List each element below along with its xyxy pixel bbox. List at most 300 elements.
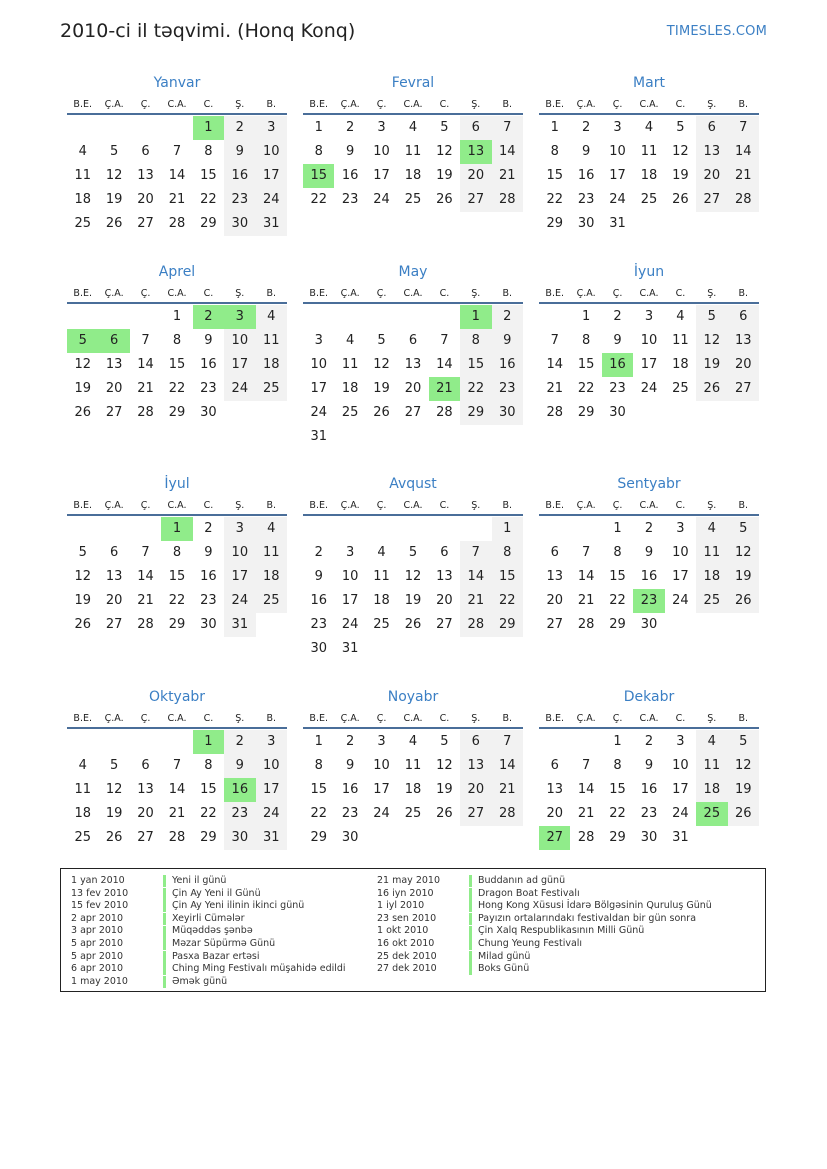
day-cell: 16 — [577, 168, 595, 183]
holiday-day-cell: 16 — [224, 778, 255, 802]
day-cell: 7 — [492, 116, 523, 140]
day-cell: 2 — [613, 309, 622, 324]
empty-cell — [130, 305, 161, 329]
weekday-label: Ş. — [471, 500, 481, 511]
day-cell: 19 — [404, 593, 422, 608]
weekday-label: C. — [439, 288, 450, 299]
day-cell: 15 — [168, 569, 186, 584]
empty-cell — [334, 517, 365, 541]
day-cell: 24 — [609, 192, 626, 207]
day-cell: 25 — [696, 589, 727, 613]
weekday-header — [67, 498, 287, 516]
day-cell: 22 — [609, 593, 626, 608]
day-cell: 25 — [74, 830, 91, 845]
weekday-label: B.E. — [73, 99, 92, 110]
day-cell: 22 — [310, 192, 327, 207]
day-cell: 18 — [256, 565, 287, 589]
day-cell: 7 — [172, 144, 182, 159]
day-cell: 11 — [404, 144, 422, 159]
legend-marker — [163, 976, 166, 988]
day-cell: 4 — [644, 120, 654, 135]
day-cell: 28 — [137, 405, 154, 420]
day-cell: 7 — [550, 333, 559, 348]
day-cell: 1 — [314, 734, 323, 749]
day-cell: 12 — [105, 168, 123, 183]
day-cell: 12 — [436, 758, 453, 773]
weekday-label: B. — [738, 500, 749, 511]
day-cell: 5 — [696, 305, 727, 329]
legend-holiday-name: Dragon Boat Festivalı — [478, 887, 580, 899]
month-4 — [67, 261, 287, 425]
day-cell: 10 — [310, 357, 327, 372]
day-cell: 2 — [644, 521, 654, 536]
day-cell: 25 — [256, 377, 287, 401]
day-cell: 30 — [310, 641, 327, 656]
day-cell: 26 — [373, 405, 390, 420]
day-cell: 6 — [696, 116, 727, 140]
day-cell: 28 — [728, 188, 759, 212]
day-cell: 15 — [168, 357, 186, 372]
legend-row — [377, 951, 712, 964]
weekday-label: B. — [738, 288, 749, 299]
day-cell: 28 — [546, 405, 563, 420]
legend-holiday-name: Çin Ay Yeni il Günü — [172, 887, 261, 899]
weekday-label: B. — [738, 99, 749, 110]
holiday-day-cell: 1 — [161, 517, 192, 541]
weekday-label: B. — [266, 99, 277, 110]
day-cell: 8 — [550, 144, 559, 159]
day-cell: 11 — [696, 541, 727, 565]
day-cell: 11 — [256, 541, 287, 565]
day-cell: 20 — [728, 353, 759, 377]
weekday-label: Ç. — [376, 713, 387, 724]
month-name: İyun — [633, 264, 665, 280]
weekday-label: Ş. — [235, 500, 245, 511]
day-cell: 8 — [204, 758, 213, 773]
day-cell: 12 — [105, 782, 123, 797]
empty-cell — [67, 116, 98, 140]
day-cell: 30 — [492, 401, 523, 425]
day-cell: 12 — [728, 754, 759, 778]
day-cell: 6 — [141, 144, 150, 159]
legend-marker — [469, 888, 472, 900]
legend-marker — [163, 926, 166, 938]
weekday-label: C.A. — [167, 288, 187, 299]
weekday-label: Ç.A. — [576, 713, 596, 724]
day-cell: 3 — [256, 116, 287, 140]
day-cell: 13 — [404, 357, 422, 372]
day-cell: 12 — [404, 569, 422, 584]
month-2 — [303, 72, 523, 212]
brand-link[interactable]: TIMESLES.COM — [666, 24, 767, 39]
day-cell: 27 — [696, 188, 727, 212]
weekday-label: C.A. — [167, 713, 187, 724]
day-cell: 4 — [256, 517, 287, 541]
weekday-label: Ç.A. — [104, 713, 124, 724]
day-cell: 18 — [672, 357, 689, 372]
weekday-label: Ç.A. — [340, 500, 360, 511]
weekday-header — [67, 711, 287, 729]
month-name: Aprel — [158, 264, 196, 280]
day-cell: 7 — [460, 541, 491, 565]
legend-row — [71, 900, 346, 913]
day-cell: 8 — [314, 144, 323, 159]
day-cell: 26 — [404, 617, 422, 632]
day-cell: 18 — [696, 778, 727, 802]
legend-marker — [469, 926, 472, 938]
weekday-label: Ş. — [707, 288, 717, 299]
day-cell: 28 — [168, 830, 186, 845]
weekday-label: C.A. — [403, 500, 423, 511]
day-cell: 3 — [613, 120, 622, 135]
day-cell: 13 — [436, 569, 453, 584]
weekday-label: B. — [502, 99, 513, 110]
day-cell: 3 — [377, 120, 386, 135]
day-cell: 7 — [172, 758, 182, 773]
day-cell: 15 — [492, 565, 523, 589]
day-cell: 5 — [440, 734, 449, 749]
day-cell: 13 — [137, 168, 154, 183]
day-cell: 24 — [310, 405, 327, 420]
day-cell: 28 — [460, 613, 491, 637]
day-cell: 2 — [492, 305, 523, 329]
holiday-day-cell: 1 — [193, 730, 224, 754]
weekday-label: C. — [439, 500, 450, 511]
day-cell: 6 — [408, 333, 418, 348]
weekday-header — [67, 286, 287, 304]
legend-date: 27 dek 2010 — [377, 963, 437, 975]
empty-cell — [397, 305, 428, 329]
day-cell: 31 — [310, 429, 327, 444]
day-cell: 9 — [314, 569, 323, 584]
day-cell: 13 — [546, 569, 563, 584]
day-cell: 22 — [546, 192, 563, 207]
weekday-label: B. — [502, 500, 513, 511]
weekday-label: C. — [675, 288, 686, 299]
weekday-label: Ç. — [376, 500, 387, 511]
day-cell: 20 — [546, 806, 563, 821]
month-10 — [67, 686, 287, 850]
day-cell: 10 — [672, 758, 689, 773]
weekday-label: C.A. — [639, 500, 659, 511]
day-cell: 28 — [137, 617, 154, 632]
day-cell: 30 — [224, 826, 255, 850]
legend-marker — [469, 913, 472, 925]
empty-cell — [460, 517, 491, 541]
weekday-label: B. — [502, 713, 513, 724]
empty-cell — [429, 517, 460, 541]
day-cell: 15 — [460, 353, 491, 377]
day-cell: 2 — [224, 730, 255, 754]
day-cell: 10 — [224, 329, 255, 353]
day-cell: 28 — [492, 802, 523, 826]
weekday-label: C. — [675, 713, 686, 724]
day-cell: 29 — [310, 830, 327, 845]
day-cell: 19 — [672, 168, 689, 183]
day-cell: 22 — [609, 806, 626, 821]
weekday-label: Ç. — [140, 288, 151, 299]
weekday-label: B.E. — [73, 713, 92, 724]
legend-date: 15 fev 2010 — [71, 900, 129, 912]
weekday-label: B.E. — [309, 500, 328, 511]
legend-date: 6 apr 2010 — [71, 963, 124, 975]
day-cell: 29 — [200, 216, 217, 231]
weekday-label: Ç.A. — [104, 288, 124, 299]
day-cell: 1 — [581, 309, 591, 324]
day-cell: 19 — [728, 778, 759, 802]
day-cell: 10 — [256, 140, 287, 164]
day-cell: 11 — [341, 357, 359, 372]
day-cell: 19 — [436, 782, 453, 797]
day-cell: 8 — [460, 329, 491, 353]
day-cell: 9 — [644, 758, 654, 773]
day-cell: 19 — [696, 353, 727, 377]
legend-marker — [469, 951, 472, 963]
day-cell: 3 — [676, 521, 685, 536]
day-cell: 25 — [373, 617, 390, 632]
weekday-label: C. — [675, 500, 686, 511]
day-cell: 14 — [436, 357, 453, 372]
legend-date: 1 okt 2010 — [377, 925, 429, 937]
weekday-label: C. — [439, 713, 450, 724]
day-cell: 14 — [168, 782, 186, 797]
day-cell: 4 — [377, 545, 386, 560]
day-cell: 27 — [460, 802, 491, 826]
month-11 — [303, 686, 523, 850]
day-cell: 2 — [644, 734, 654, 749]
empty-cell — [366, 305, 397, 329]
day-cell: 26 — [74, 405, 91, 420]
day-grid — [539, 730, 759, 850]
day-cell: 23 — [224, 188, 255, 212]
day-cell: 17 — [224, 353, 255, 377]
day-cell: 31 — [672, 830, 689, 845]
legend-marker — [163, 888, 166, 900]
day-cell: 21 — [577, 593, 595, 608]
weekday-label: Ç. — [140, 713, 151, 724]
day-cell: 10 — [609, 144, 626, 159]
legend-date: 21 may 2010 — [377, 875, 441, 886]
empty-cell — [303, 517, 334, 541]
empty-cell — [161, 116, 192, 140]
legend-marker — [163, 900, 166, 912]
day-cell: 27 — [728, 377, 759, 401]
day-cell: 23 — [224, 802, 255, 826]
day-cell: 8 — [613, 758, 622, 773]
weekday-label: B.E. — [545, 99, 564, 110]
weekday-header — [539, 711, 759, 729]
day-cell: 20 — [460, 778, 491, 802]
day-cell: 3 — [224, 517, 255, 541]
holiday-day-cell: 21 — [429, 377, 460, 401]
day-cell: 15 — [546, 168, 563, 183]
day-cell: 21 — [137, 593, 154, 608]
legend-date: 13 fev 2010 — [71, 887, 129, 899]
day-cell: 6 — [440, 545, 449, 560]
empty-cell — [303, 305, 334, 329]
legend-date: 3 apr 2010 — [71, 925, 124, 937]
weekday-header — [539, 97, 759, 115]
empty-cell — [539, 305, 570, 329]
day-cell: 25 — [74, 216, 91, 231]
weekday-label: B. — [738, 713, 749, 724]
day-cell: 26 — [696, 377, 727, 401]
legend-marker — [469, 875, 472, 887]
empty-cell — [334, 305, 365, 329]
day-cell: 27 — [546, 617, 563, 632]
day-cell: 5 — [109, 758, 119, 773]
weekday-label: C. — [203, 500, 214, 511]
day-cell: 22 — [200, 192, 217, 207]
day-grid — [303, 116, 523, 212]
day-grid — [303, 517, 523, 661]
month-8 — [303, 473, 523, 661]
day-cell: 16 — [640, 569, 658, 584]
day-cell: 17 — [256, 778, 287, 802]
day-cell: 13 — [460, 754, 491, 778]
day-cell: 28 — [577, 830, 595, 845]
day-cell: 1 — [613, 521, 622, 536]
empty-cell — [570, 517, 601, 541]
day-cell: 5 — [408, 545, 418, 560]
holiday-day-cell: 6 — [98, 329, 129, 353]
day-cell: 21 — [546, 381, 563, 396]
day-cell: 9 — [224, 754, 255, 778]
day-cell: 4 — [408, 120, 418, 135]
day-cell: 20 — [137, 806, 154, 821]
weekday-label: B.E. — [545, 288, 564, 299]
day-grid — [539, 517, 759, 637]
month-name: Fevral — [391, 75, 435, 91]
day-cell: 5 — [109, 144, 119, 159]
day-cell: 13 — [105, 569, 123, 584]
page-title: 2010-ci il təqvimi. (Honq Konq) — [60, 20, 356, 42]
day-cell: 4 — [256, 305, 287, 329]
day-cell: 22 — [460, 377, 491, 401]
day-cell: 14 — [728, 140, 759, 164]
legend-marker — [163, 963, 166, 975]
day-cell: 21 — [137, 381, 154, 396]
day-cell: 27 — [137, 216, 154, 231]
weekday-label: Ç. — [376, 288, 387, 299]
day-cell: 1 — [172, 309, 182, 324]
day-cell: 29 — [492, 613, 523, 637]
day-cell: 17 — [609, 168, 626, 183]
day-cell: 14 — [577, 782, 595, 797]
day-cell: 22 — [310, 806, 327, 821]
day-cell: 4 — [78, 144, 87, 159]
day-cell: 1 — [492, 517, 523, 541]
weekday-label: B.E. — [545, 500, 564, 511]
weekday-label: Ş. — [235, 713, 245, 724]
day-cell: 26 — [105, 216, 123, 231]
day-cell: 9 — [345, 144, 355, 159]
day-cell: 18 — [74, 806, 91, 821]
day-cell: 8 — [492, 541, 523, 565]
month-12 — [539, 686, 759, 850]
day-cell: 31 — [224, 613, 255, 637]
weekday-label: Ç. — [376, 99, 387, 110]
day-cell: 8 — [581, 333, 591, 348]
day-cell: 23 — [310, 617, 327, 632]
day-cell: 11 — [404, 758, 422, 773]
day-cell: 4 — [78, 758, 87, 773]
day-cell: 20 — [105, 381, 123, 396]
day-grid — [67, 116, 287, 236]
day-cell: 18 — [640, 168, 658, 183]
day-cell: 3 — [314, 333, 323, 348]
day-cell: 20 — [436, 593, 453, 608]
legend-date: 5 apr 2010 — [71, 950, 124, 962]
day-cell: 19 — [105, 192, 123, 207]
day-cell: 3 — [676, 734, 685, 749]
weekday-label: C.A. — [403, 288, 423, 299]
weekday-label: C.A. — [639, 99, 659, 110]
day-cell: 25 — [404, 192, 422, 207]
day-cell: 1 — [550, 120, 559, 135]
day-cell: 15 — [609, 782, 626, 797]
weekday-label: Ç.A. — [576, 99, 596, 110]
day-cell: 24 — [373, 192, 390, 207]
empty-cell — [429, 305, 460, 329]
day-grid — [67, 305, 287, 425]
legend-row — [71, 963, 346, 976]
legend-holiday-name: Buddanın ad günü — [478, 875, 566, 886]
day-grid — [539, 305, 759, 425]
month-name: Mart — [633, 75, 665, 91]
day-cell: 29 — [546, 216, 563, 231]
holiday-day-cell: 23 — [633, 589, 664, 613]
weekday-label: C. — [203, 713, 214, 724]
day-cell: 14 — [577, 569, 595, 584]
month-name: Oktyabr — [148, 689, 206, 705]
weekday-label: Ş. — [707, 713, 717, 724]
day-cell: 10 — [640, 333, 658, 348]
legend-row — [71, 888, 346, 901]
day-cell: 9 — [492, 329, 523, 353]
weekday-label: B. — [266, 500, 277, 511]
day-cell: 30 — [224, 212, 255, 236]
weekday-label: Ç. — [140, 500, 151, 511]
day-cell: 18 — [256, 353, 287, 377]
weekday-label: Ç.A. — [340, 99, 360, 110]
day-cell: 13 — [728, 329, 759, 353]
day-cell: 20 — [546, 593, 563, 608]
day-cell: 18 — [74, 192, 91, 207]
weekday-label: Ş. — [707, 500, 717, 511]
month-name: İyul — [164, 476, 190, 492]
day-cell: 16 — [200, 569, 217, 584]
day-cell: 23 — [341, 806, 359, 821]
day-cell: 29 — [200, 830, 217, 845]
day-cell: 7 — [492, 730, 523, 754]
weekday-label: C.A. — [403, 99, 423, 110]
month-name: Yanvar — [153, 75, 201, 91]
legend-marker — [163, 875, 166, 887]
weekday-label: Ç. — [612, 500, 623, 511]
weekday-label: Ç. — [612, 713, 623, 724]
day-cell: 27 — [137, 830, 154, 845]
day-cell: 22 — [168, 593, 186, 608]
day-cell: 2 — [345, 120, 355, 135]
day-cell: 24 — [640, 381, 658, 396]
day-cell: 26 — [105, 830, 123, 845]
month-9 — [539, 473, 759, 637]
day-cell: 16 — [310, 593, 327, 608]
day-cell: 10 — [341, 569, 359, 584]
empty-cell — [366, 517, 397, 541]
day-cell: 21 — [492, 164, 523, 188]
